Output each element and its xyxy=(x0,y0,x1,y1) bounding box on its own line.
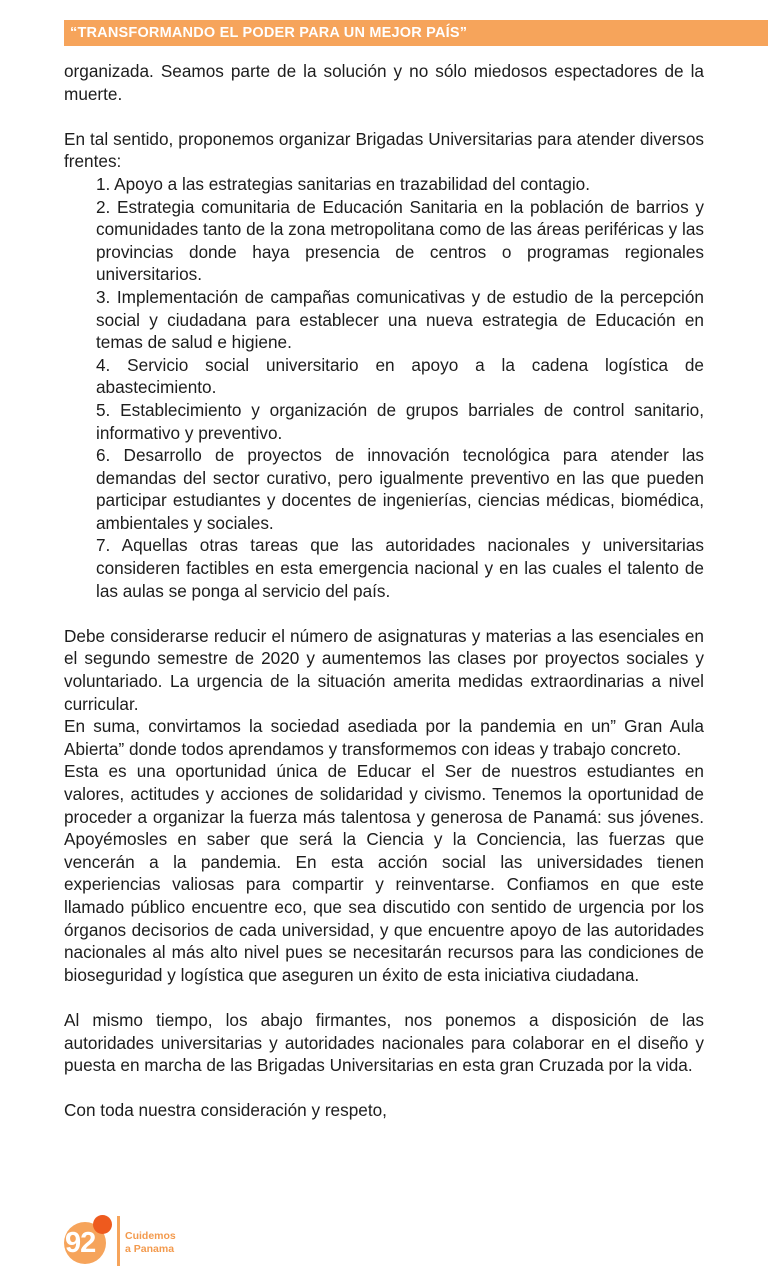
list-item: 1. Apoyo a las estrategias sanitarias en trazabilidad del contagio. xyxy=(96,173,590,194)
list-item: 5. Establecimiento y organización de grupos barriales de control sanitario, informativo y preventivo. xyxy=(96,399,704,443)
footer-brand-line1: Cuidemos xyxy=(125,1230,176,1242)
list-item: 4. Servicio social universitario en apoyo a la cadena logística de abastecimiento. xyxy=(96,354,704,398)
paragraph-disposition: Al mismo tiempo, los abajo firmantes, nos ponemos a disposición de las autoridades universitarias y autoridades nacionales para colaborar en el diseño y puesta en marcha de las Brigadas Universitarias en esta gran Cruzada por la vida. xyxy=(64,1009,704,1076)
paragraph-curriculum: Debe considerarse reducir el número de asignaturas y materias a las esenciales en el segundo semestre de 2020 y aumentemos las clases por proyectos sociales y voluntariado. La urgencia de la situación amerita medidas extraordinarias a nivel curricular. xyxy=(64,625,704,714)
paragraph-intro: organizada. Seamos parte de la solución y no sólo miedosos espectadores de la muerte. xyxy=(64,61,704,104)
footer-brand-line2: a Panama xyxy=(125,1243,175,1255)
footer-divider xyxy=(117,1216,120,1266)
paragraph-opportunity: Esta es una oportunidad única de Educar el Ser de nuestros estudiantes en valores, actitudes y acciones de solidaridad y civismo. Tenemos la oportunidad de proceder a organizar la fuerza más talentosa y generosa de Panamá: sus jóvenes. Apoyémosles en saber que será la Ciencia y la Conciencia, las fuerzas que vencerán a la pandemia. En esta acción social las universidades tienen experiencias valiosas para compartir y reinventarse. Confiamos en que este llamado público encuentre eco, que sea discutido con sentido de urgencia por los órganos decisorios de cada universidad, y que encuentre apoyo de las autoridades nacionales al más alto nivel pues se necesitarán recursos para las condiciones de bioseguridad y logística que aseguren un éxito de esta iniciativa ciudadana. xyxy=(64,761,704,985)
paragraph-aula-abierta: En suma, convirtamos la sociedad asediada por la pandemia en un” Gran Aula Abierta” donde todos aprendamos y transformemos con ideas y trabajo concreto. xyxy=(64,716,704,759)
list-item: 3. Implementación de campañas comunicativas y de estudio de la percepción social y ciudadana para establecer una nueva estrategia de Educación en temas de salud e higiene. xyxy=(96,286,704,353)
paragraph-proposal: En tal sentido, proponemos organizar Brigadas Universitarias para atender diversos frentes: xyxy=(64,128,704,172)
list-item: 6. Desarrollo de proyectos de innovación tecnológica para atender las demandas del sector curativo, pero igualmente preventivo en las que pueden participar estudiantes y docentes de ingenierías, ciencias médicas, biomédica, ambientales y sociales. xyxy=(96,445,704,533)
page-header-title: “TRANSFORMANDO EL PODER PARA UN MEJOR PAÍS” xyxy=(70,25,468,41)
brigade-list xyxy=(64,173,704,602)
list-item: 7. Aquellas otras tareas que las autoridades nacionales y universitarias consideren factibles en esta emergencia nacional y en las cuales el talento de las aulas se ponga al servicio del país. xyxy=(96,535,704,601)
list-item: 2. Estrategia comunitaria de Educación Sanitaria en la población de barrios y comunidades tanto de la zona metropolitana como de las áreas periféricas y las provincias donde haya presencia de centros o programas regionales universitarios. xyxy=(96,196,704,285)
page-number: 92 xyxy=(65,1227,96,1259)
footer-brand xyxy=(125,1230,176,1256)
document-body xyxy=(64,60,704,1122)
closing-line: Con toda nuestra consideración y respeto, xyxy=(64,1100,387,1121)
